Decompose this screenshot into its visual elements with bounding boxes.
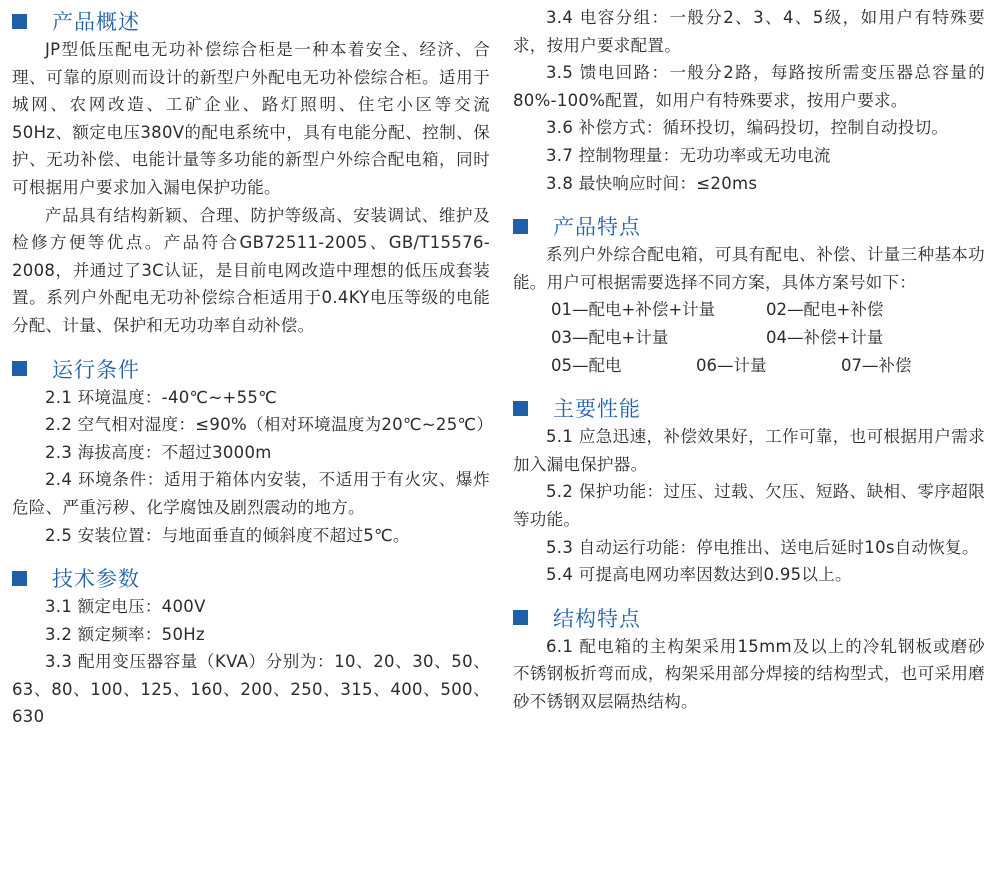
option-row xyxy=(513,352,985,380)
section-title: 产品概述 xyxy=(52,10,140,34)
option-item: 06—计量 xyxy=(696,355,767,375)
section-overview-header xyxy=(12,6,490,36)
param-item: 3.3 配用变压器容量（KVA）分别为：10、20、30、50、63、80、100、125、160、200、250、315、400、500、630 xyxy=(12,652,490,727)
option-item: 05—配电 xyxy=(551,355,622,375)
option-item: 07—补偿 xyxy=(841,355,912,375)
section-features-header xyxy=(513,211,985,241)
overview-paragraph: JP型低压配电无功补偿综合柜是一种本着安全、经济、合理、可靠的原则而设计的新型户外配电无功补偿综合柜。适用于城网、农网改造、工矿企业、路灯照明、住宅小区等交流50Hz、额定电压380V的配电系统中，具有电能分配、控制、保护、无功补偿、电能计量等多功能的新型户外综合配电箱，同时可根据用户要求加入漏电保护功能。 xyxy=(12,40,490,197)
section-title: 主要性能 xyxy=(553,397,641,422)
bullet-square-icon xyxy=(513,610,528,625)
features-intro: 系列户外综合配电箱，可具有配电、补偿、计量三种基本功能。用户可根据需要选择不同方案，具体方案号如下： xyxy=(513,245,985,292)
option-item: 03—配电+计量 xyxy=(551,327,669,347)
section-structure-header xyxy=(513,603,985,633)
param-item: 3.2 额定频率：50Hz xyxy=(45,624,205,644)
right-column xyxy=(513,0,985,715)
section-params-header xyxy=(12,563,490,593)
param-item: 3.4 电容分组：一般分2、3、4、5级，如用户有特殊要求，按用户要求配置。 xyxy=(513,8,985,55)
condition-item: 2.4 环境条件：适用于箱体内安装，不适用于有火灾、爆炸危险、严重污秽、化学腐蚀及剧烈震动的地方。 xyxy=(12,470,490,517)
section-title: 运行条件 xyxy=(52,357,140,382)
performance-item: 5.2 保护功能：过压、过载、欠压、短路、缺相、零序超限等功能。 xyxy=(513,482,985,529)
option-row xyxy=(513,296,985,324)
option-item: 01—配电+补偿+计量 xyxy=(551,300,716,320)
overview-paragraph: 产品具有结构新颖、合理、防护等级高、安装调试、维护及检修方便等优点。产品符合GB72511-2005、GB/T15576-2008，并通过了3C认证，是目前电网改造中理想的低压成套装置。系列户外配电无功补偿综合柜适用于0.4KY电压等级的电能分配、计量、保护和无功功率自动补偿。 xyxy=(12,205,490,335)
section-title: 技术参数 xyxy=(52,567,140,592)
performance-item: 5.1 应急迅速，补偿效果好，工作可靠，也可根据用户需求加入漏电保护器。 xyxy=(513,427,985,474)
option-item: 04—补偿+计量 xyxy=(766,327,884,347)
param-item: 3.5 馈电回路：一般分2路，每路按所需变压器总容量的80%-100%配置，如用户有特殊要求，按用户要求。 xyxy=(513,63,985,110)
performance-item: 5.3 自动运行功能：停电推出、送电后延时10s自动恢复。 xyxy=(546,537,979,557)
condition-item: 2.5 安装位置：与地面垂直的倾斜度不超过5℃。 xyxy=(45,525,410,545)
bullet-square-icon xyxy=(12,361,27,376)
condition-item: 2.3 海拔高度：不超过3000m xyxy=(45,442,272,462)
section-title: 产品特点 xyxy=(553,215,641,240)
param-item: 3.7 控制物理量：无功功率或无功电流 xyxy=(546,145,831,165)
condition-item: 2.2 空气相对湿度：≤90%（相对环境温度为20℃~25℃） xyxy=(45,415,494,435)
param-item: 3.6 补偿方式：循环投切，编码投切，控制自动投切。 xyxy=(546,118,949,138)
section-title: 结构特点 xyxy=(553,606,641,631)
section-performance-header xyxy=(513,393,985,423)
bullet-square-icon xyxy=(12,14,27,29)
bullet-square-icon xyxy=(513,219,528,234)
option-row xyxy=(513,324,985,352)
structure-item: 6.1 配电箱的主构架采用15mm及以上的冷轧钢板或磨砂不锈钢板折弯而成，构架采用部分焊接的结构型式，也可采用磨砂不锈钢双层隔热结构。 xyxy=(513,636,985,711)
left-column xyxy=(12,0,494,731)
performance-item: 5.4 可提高电网功率因数达到0.95以上。 xyxy=(546,565,852,585)
bullet-square-icon xyxy=(12,571,27,586)
param-item: 3.8 最快响应时间：≤20ms xyxy=(546,173,758,193)
bullet-square-icon xyxy=(513,401,528,416)
option-item: 02—配电+补偿 xyxy=(766,300,884,320)
param-item: 3.1 额定电压：400V xyxy=(45,597,206,617)
section-conditions-header xyxy=(12,354,490,384)
condition-item: 2.1 环境温度：-40℃~+55℃ xyxy=(45,387,278,407)
